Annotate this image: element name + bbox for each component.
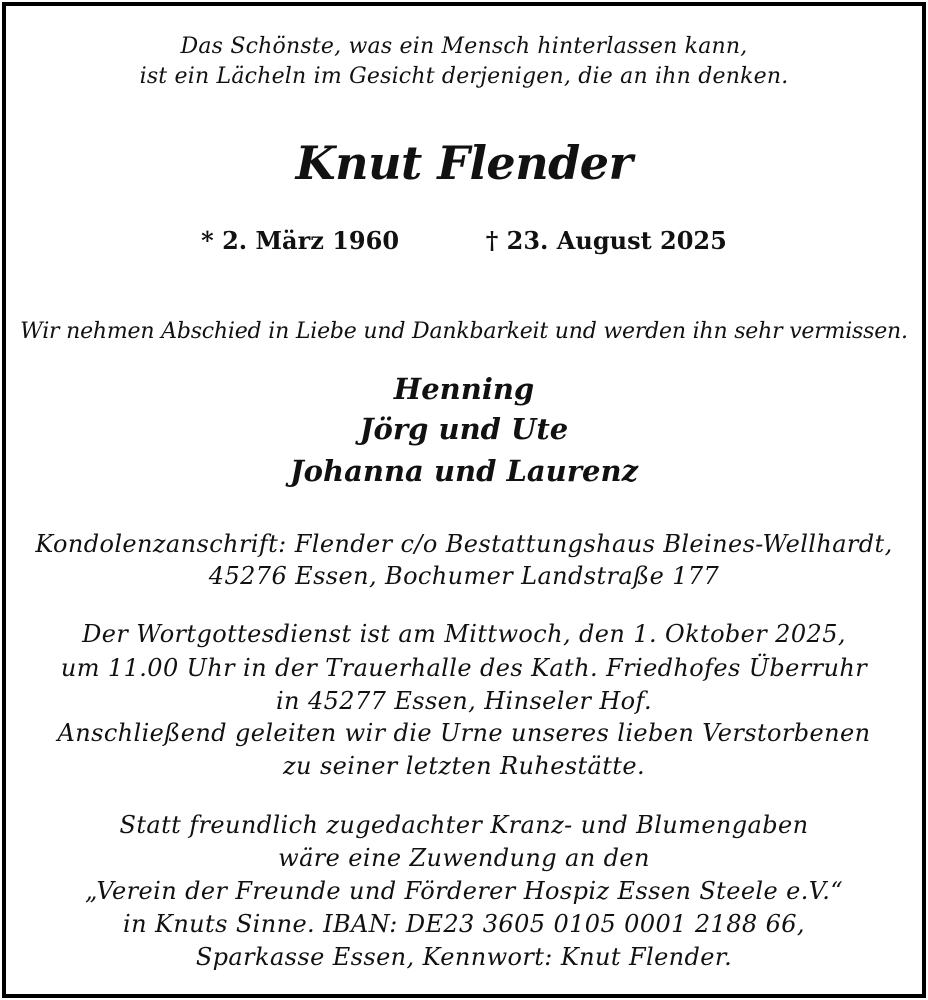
farewell-text: Wir nehmen Abschied in Liebe und Dankbarkeit und werden ihn sehr vermissen. — [20, 319, 908, 344]
condolence-address-line: 45276 Essen, Bochumer Landstraße 177 — [208, 562, 720, 590]
service-info-line: zu seiner letzten Ruhestätte. — [283, 752, 645, 780]
donation-info-line: „Verein der Freunde und Förderer Hospiz Essen Steele e.V.“ — [84, 877, 844, 905]
service-info-line: um 11.00 Uhr in der Trauerhalle des Kath. Friedhofes Überruhr — [60, 654, 868, 682]
donation-info-line: wäre eine Zuwendung an den — [278, 844, 650, 872]
service-info-line: Anschließend geleiten wir die Urne unseres lieben Verstorbenen — [57, 719, 871, 747]
death-date: † 23. August 2025 — [485, 226, 727, 255]
donation-info-line: Sparkasse Essen, Kennwort: Knut Flender. — [195, 943, 733, 971]
condolence-address-line: Kondolenzanschrift: Flender c/o Bestattungshaus Bleines-Wellhardt, — [35, 530, 893, 558]
obituary-notice — [2, 2, 926, 998]
mourner-name: Jörg und Ute — [359, 412, 569, 446]
life-dates — [6, 226, 922, 255]
mourner-name: Johanna und Laurenz — [289, 454, 639, 488]
service-info-line: Der Wortgottesdienst ist am Mittwoch, den 1. Oktober 2025, — [82, 620, 846, 648]
deceased-name: Knut Flender — [295, 136, 633, 190]
quote-line: Das Schönste, was ein Mensch hinterlassen kann, — [180, 34, 748, 59]
donation-info-line: in Knuts Sinne. IBAN: DE23 3605 0105 0001 2188 66, — [123, 910, 805, 938]
donation-info-line: Statt freundlich zugedachter Kranz- und Blumengaben — [119, 811, 809, 839]
mourner-name: Henning — [393, 372, 535, 406]
quote-line: ist ein Lächeln im Gesicht derjenigen, die an ihn denken. — [139, 64, 789, 89]
service-info-line: in 45277 Essen, Hinseler Hof. — [275, 687, 652, 715]
birth-date: * 2. März 1960 — [201, 226, 400, 255]
